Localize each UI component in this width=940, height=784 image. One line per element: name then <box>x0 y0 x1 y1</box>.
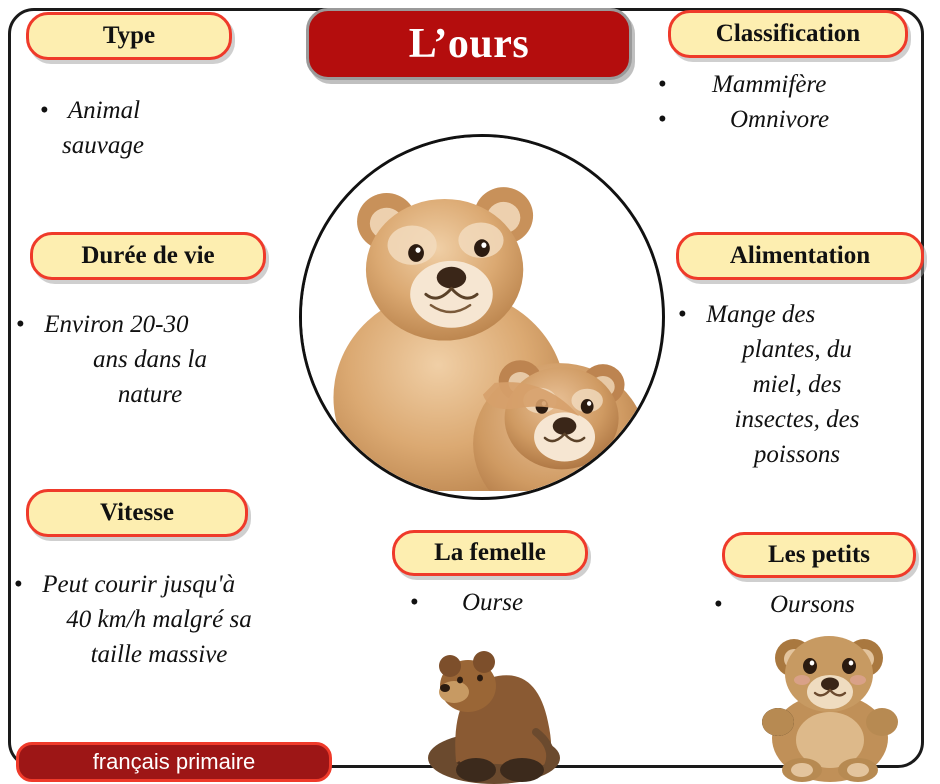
list-item-text: taille massive <box>90 641 228 668</box>
list-item-text: Peut courir jusqu'à <box>42 571 236 598</box>
list-item-text: sauvage <box>62 132 144 159</box>
section-label-les-petits-text: Les petits <box>767 541 871 568</box>
list-item-text: Animal <box>67 97 141 124</box>
section-label-les-petits <box>722 532 916 578</box>
section-label-duree-de-vie-text: Durée de vie <box>81 242 215 269</box>
list-item-cont <box>672 368 922 401</box>
list-item-text: plantes, du <box>742 336 852 363</box>
list-item <box>708 588 938 621</box>
list-item-text: 40 km/h malgré sa <box>66 606 252 633</box>
list-item <box>650 103 920 136</box>
list-item-text: Environ 20-30 <box>44 311 189 338</box>
list-item-cont <box>14 603 304 636</box>
list-item-text: insectes, des <box>734 406 860 433</box>
list-item-cont <box>672 333 922 366</box>
bullet-icon: • <box>714 591 723 618</box>
section-content-vitesse <box>14 568 304 673</box>
section-label-classification <box>668 10 908 58</box>
section-content-type <box>40 94 280 164</box>
list-item-cont <box>672 403 922 436</box>
list-item-text: Omnivore <box>730 106 830 133</box>
page-title-text: L’ours <box>408 21 530 67</box>
section-content-alimentation <box>672 298 922 473</box>
page-title <box>306 8 632 80</box>
bullet-icon: • <box>16 311 25 338</box>
bear-mother-and-cub-image <box>299 134 665 500</box>
list-item-cont <box>14 638 304 671</box>
section-label-alimentation-text: Alimentation <box>729 242 871 269</box>
list-item <box>16 308 284 341</box>
footer-badge-text: français primaire <box>92 749 256 774</box>
list-item <box>14 568 304 601</box>
section-content-duree-de-vie <box>16 308 284 413</box>
section-label-classification-text: Classification <box>715 20 861 47</box>
list-item-text: Mammifère <box>712 71 827 98</box>
list-item <box>40 94 280 127</box>
section-label-la-femelle <box>392 530 588 576</box>
female-bear-image <box>398 612 588 784</box>
list-item-text: poissons <box>753 441 841 468</box>
footer-badge <box>16 742 332 782</box>
bullet-icon: • <box>658 106 667 133</box>
bullet-icon: • <box>40 97 49 124</box>
section-content-classification <box>650 68 920 138</box>
list-item-text: Mange des <box>706 301 816 328</box>
section-label-alimentation <box>676 232 924 280</box>
list-item-text: Ourse <box>462 589 524 616</box>
list-item-cont <box>672 438 922 471</box>
section-label-type-text: Type <box>102 22 156 49</box>
list-item-cont <box>16 378 284 411</box>
list-item <box>40 129 280 162</box>
list-item-text: nature <box>117 381 183 408</box>
list-item <box>650 68 920 101</box>
bullet-icon: • <box>678 301 687 328</box>
list-item-text: ans dans la <box>93 346 207 373</box>
section-label-type <box>26 12 232 60</box>
section-label-vitesse-text: Vitesse <box>99 499 175 526</box>
section-label-duree-de-vie <box>30 232 266 280</box>
list-item <box>672 298 922 331</box>
section-label-la-femelle-text: La femelle <box>434 539 546 566</box>
list-item-text: miel, des <box>752 371 842 398</box>
bullet-icon: • <box>410 589 419 616</box>
list-item-cont <box>16 343 284 376</box>
list-item-text: Oursons <box>770 591 855 618</box>
bullet-icon: • <box>658 71 667 98</box>
bullet-icon: • <box>14 571 23 598</box>
bear-cub-image <box>742 618 918 784</box>
section-label-vitesse <box>26 489 248 537</box>
